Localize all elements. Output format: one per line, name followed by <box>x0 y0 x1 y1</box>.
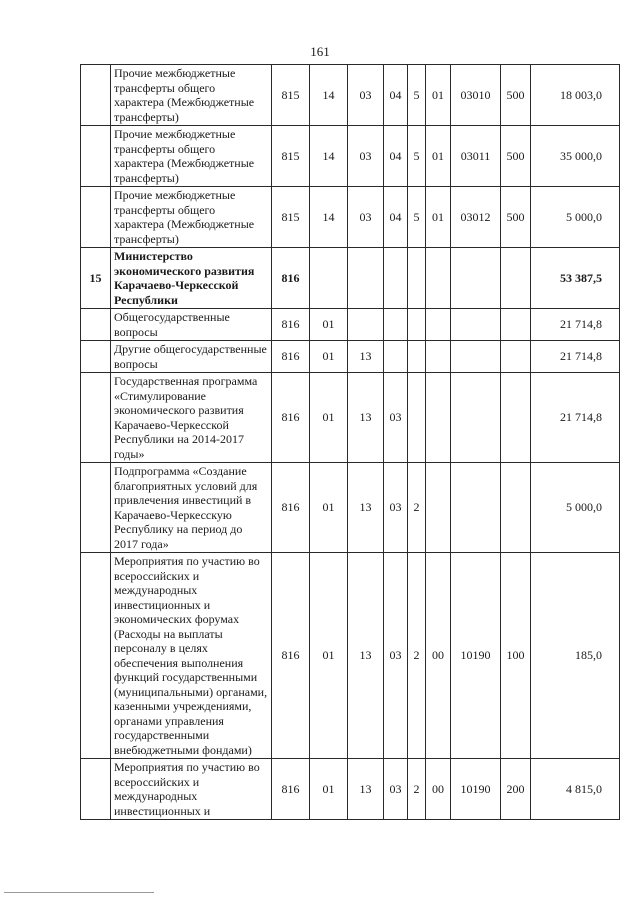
cell-expense-type <box>501 248 531 309</box>
cell-num <box>81 373 111 463</box>
table-row <box>81 759 620 820</box>
cell-section <box>310 248 348 309</box>
cell-code: 03012 <box>451 187 501 248</box>
cell-name: Мероприятия по участию во всероссийских и международных инвестиционных и <box>111 759 272 820</box>
cell-expense-type: 500 <box>501 65 531 126</box>
cell-ministry: 816 <box>272 309 310 341</box>
cell-amount: 18 003,0 <box>531 65 620 126</box>
cell-num <box>81 65 111 126</box>
table-row <box>81 126 620 187</box>
cell-section: 14 <box>310 126 348 187</box>
cell-num <box>81 126 111 187</box>
cell-expense-type: 100 <box>501 553 531 759</box>
cell-num <box>81 187 111 248</box>
cell-subprogram <box>408 373 426 463</box>
cell-ministry: 815 <box>272 65 310 126</box>
cell-subsection: 13 <box>348 341 384 373</box>
table-row <box>81 341 620 373</box>
cell-section: 01 <box>310 463 348 553</box>
cell-subprogram: 2 <box>408 463 426 553</box>
cell-subsection: 13 <box>348 463 384 553</box>
cell-num <box>81 341 111 373</box>
cell-section: 01 <box>310 341 348 373</box>
cell-program <box>384 309 408 341</box>
cell-subprogram <box>408 309 426 341</box>
table-row <box>81 309 620 341</box>
cell-direction <box>426 309 451 341</box>
cell-num: 15 <box>81 248 111 309</box>
cell-amount: 185,0 <box>531 553 620 759</box>
cell-direction <box>426 248 451 309</box>
cell-name: Министерство экономического развития Карачаево-Черкесской Республики <box>111 248 272 309</box>
cell-direction: 00 <box>426 759 451 820</box>
cell-subsection: 13 <box>348 373 384 463</box>
cell-program: 04 <box>384 187 408 248</box>
cell-ministry: 816 <box>272 463 310 553</box>
cell-expense-type: 500 <box>501 187 531 248</box>
cell-program: 03 <box>384 759 408 820</box>
table-row <box>81 248 620 309</box>
cell-num <box>81 463 111 553</box>
cell-subsection: 03 <box>348 126 384 187</box>
cell-name: Подпрограмма «Создание благоприятных условий для привлечения инвестиций в Карачаево-Черкесскую Республику на период до 2017 года» <box>111 463 272 553</box>
cell-program <box>384 248 408 309</box>
cell-direction: 01 <box>426 65 451 126</box>
cell-subsection <box>348 309 384 341</box>
cell-ministry: 815 <box>272 187 310 248</box>
cell-amount: 4 815,0 <box>531 759 620 820</box>
cell-name: Государственная программа «Стимулирование экономического развития Карачаево-Черкесской Республики на 2014-2017 годы» <box>111 373 272 463</box>
cell-ministry: 816 <box>272 759 310 820</box>
cell-direction: 01 <box>426 126 451 187</box>
cell-name: Прочие межбюджетные трансферты общего характера (Межбюджетные трансферты) <box>111 65 272 126</box>
cell-subsection <box>348 248 384 309</box>
cell-code: 03011 <box>451 126 501 187</box>
cell-direction <box>426 463 451 553</box>
cell-amount: 35 000,0 <box>531 126 620 187</box>
cell-ministry: 816 <box>272 553 310 759</box>
cell-num <box>81 309 111 341</box>
cell-amount: 21 714,8 <box>531 373 620 463</box>
cell-program <box>384 341 408 373</box>
cell-expense-type: 200 <box>501 759 531 820</box>
cell-subprogram: 2 <box>408 553 426 759</box>
cell-program: 04 <box>384 65 408 126</box>
cell-subprogram <box>408 248 426 309</box>
cell-expense-type <box>501 309 531 341</box>
footer-line <box>4 892 154 893</box>
cell-ministry: 816 <box>272 341 310 373</box>
cell-code <box>451 248 501 309</box>
table-row <box>81 187 620 248</box>
cell-amount: 21 714,8 <box>531 309 620 341</box>
cell-subsection: 03 <box>348 65 384 126</box>
cell-section: 01 <box>310 553 348 759</box>
cell-subsection: 13 <box>348 759 384 820</box>
cell-expense-type: 500 <box>501 126 531 187</box>
cell-subprogram: 2 <box>408 759 426 820</box>
cell-code: 03010 <box>451 65 501 126</box>
cell-num <box>81 553 111 759</box>
cell-code: 10190 <box>451 553 501 759</box>
cell-amount: 21 714,8 <box>531 341 620 373</box>
cell-code <box>451 341 501 373</box>
table-row <box>81 463 620 553</box>
cell-section: 01 <box>310 309 348 341</box>
cell-code: 10190 <box>451 759 501 820</box>
cell-code <box>451 373 501 463</box>
cell-direction: 01 <box>426 187 451 248</box>
cell-direction <box>426 341 451 373</box>
cell-program: 03 <box>384 373 408 463</box>
cell-program: 04 <box>384 126 408 187</box>
table-row <box>81 65 620 126</box>
cell-num <box>81 759 111 820</box>
budget-table <box>80 64 620 820</box>
cell-name: Прочие межбюджетные трансферты общего характера (Межбюджетные трансферты) <box>111 126 272 187</box>
cell-program: 03 <box>384 463 408 553</box>
cell-subprogram: 5 <box>408 126 426 187</box>
cell-subprogram: 5 <box>408 187 426 248</box>
cell-subprogram <box>408 341 426 373</box>
cell-section: 01 <box>310 373 348 463</box>
cell-code <box>451 309 501 341</box>
cell-amount: 5 000,0 <box>531 187 620 248</box>
cell-expense-type <box>501 463 531 553</box>
cell-section: 14 <box>310 187 348 248</box>
cell-ministry: 815 <box>272 126 310 187</box>
cell-amount: 53 387,5 <box>531 248 620 309</box>
cell-name: Мероприятия по участию во всероссийских и международных инвестиционных и экономических форумах (Расходы на выплаты персоналу в целях обеспечения выполнения функций государственными (муниципальными) органами, казенными учреждениями, органами управления государственными внебюджетными фондами) <box>111 553 272 759</box>
cell-subsection: 03 <box>348 187 384 248</box>
cell-expense-type <box>501 373 531 463</box>
cell-name: Прочие межбюджетные трансферты общего характера (Межбюджетные трансферты) <box>111 187 272 248</box>
cell-amount: 5 000,0 <box>531 463 620 553</box>
cell-code <box>451 463 501 553</box>
cell-program: 03 <box>384 553 408 759</box>
cell-ministry: 816 <box>272 373 310 463</box>
cell-ministry: 816 <box>272 248 310 309</box>
cell-name: Другие общегосударственные вопросы <box>111 341 272 373</box>
cell-subprogram: 5 <box>408 65 426 126</box>
cell-direction <box>426 373 451 463</box>
cell-direction: 00 <box>426 553 451 759</box>
table-row <box>81 553 620 759</box>
page-number: 161 <box>310 44 330 59</box>
cell-subsection: 13 <box>348 553 384 759</box>
cell-section: 01 <box>310 759 348 820</box>
table-row <box>81 373 620 463</box>
cell-name: Общегосударственные вопросы <box>111 309 272 341</box>
cell-section: 14 <box>310 65 348 126</box>
cell-expense-type <box>501 341 531 373</box>
